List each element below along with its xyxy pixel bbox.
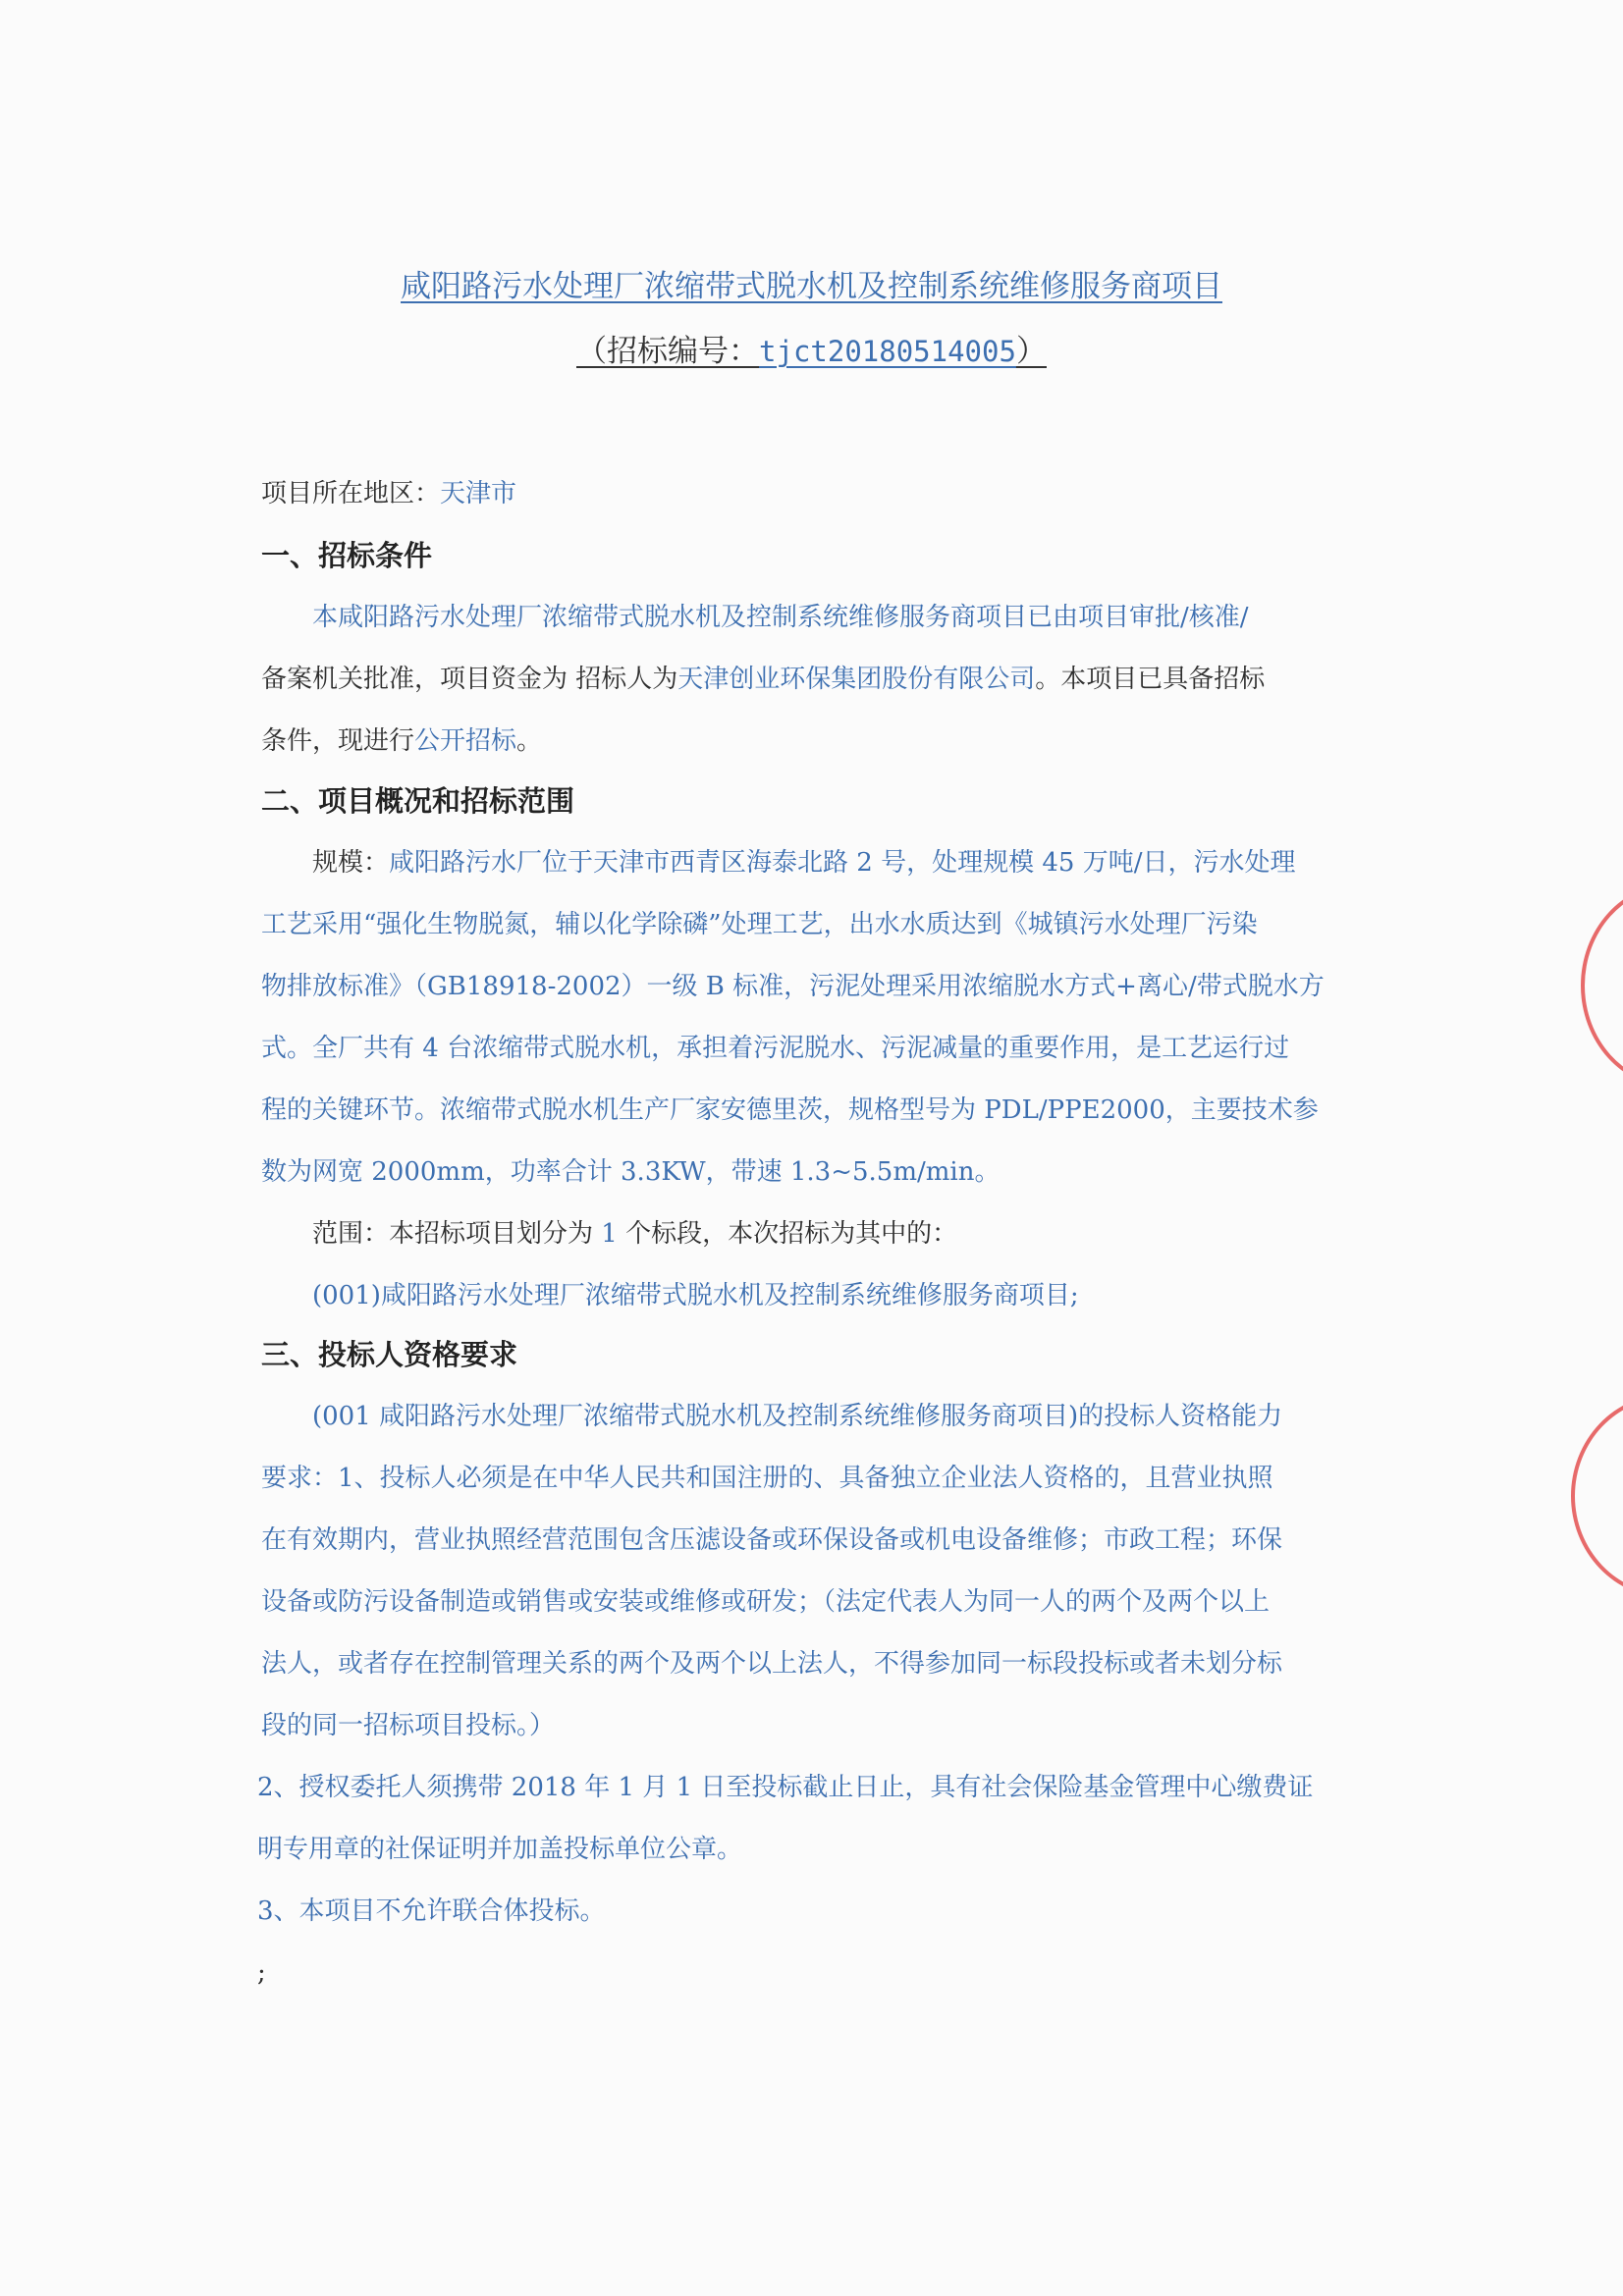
- section1-heading: 一、招标条件: [261, 539, 433, 572]
- bid-number-prefix: （招标编号：: [576, 334, 760, 369]
- bid-number-code: tjct20180514005: [759, 335, 1016, 368]
- section1-line1: 本咸阳路污水处理厂浓缩带式脱水机及控制系统维修服务商项目已由项目审批/核准/: [312, 603, 1249, 632]
- qual-line-3: 设备或防污设备制造或销售或安装或维修或研发；（法定代表人为同一人的两个及两个以上: [261, 1587, 1271, 1617]
- bid-number-suffix: ）: [1015, 334, 1047, 369]
- project-location: [261, 463, 1351, 525]
- location-value: 天津市: [440, 479, 517, 508]
- document-title: 咸阳路污水处理厂浓缩带式脱水机及控制系统维修服务商项目: [401, 269, 1222, 304]
- qual-line-5: 段的同一招标项目投标。）: [261, 1711, 556, 1740]
- range-line: 范围：本招标项目划分为 1 个标段，本次招标为其中的：: [312, 1219, 958, 1249]
- qual-line-1: 要求：1、投标人必须是在中华人民共和国注册的、具备独立企业法人资格的，且营业执照: [261, 1464, 1273, 1493]
- section1-line3: 条件，现进行公开招标。: [261, 726, 543, 756]
- scale-line-5: 数为网宽 2000mm，功率合计 3.3KW，带速 1.3~5.5m/min。: [261, 1157, 1001, 1187]
- qual-line-0: (001 咸阳路污水处理厂浓缩带式脱水机及控制系统维修服务商项目)的投标人资格能力: [312, 1402, 1283, 1431]
- qual-line-6: 2、授权委托人须携带 2018 年 1 月 1 日至投标截止日止，具有社会保险基金管理中心缴费证: [257, 1773, 1314, 1802]
- section-bidding-conditions: [261, 525, 1351, 773]
- scale-line-1: 工艺采用“强化生物脱氮，辅以化学除磷”处理工艺，出水水质达到《城镇污水处理厂污染: [261, 910, 1258, 939]
- scale-line-3: 式。全厂共有 4 台浓缩带式脱水机，承担着污泥脱水、污泥减量的重要作用，是工艺运行过: [261, 1034, 1290, 1063]
- section2-heading: 二、项目概况和招标范围: [261, 784, 575, 818]
- location-label: 项目所在地区：: [261, 479, 441, 508]
- seal-fragment-lower: [1571, 1394, 1623, 1598]
- qual-line-8: 3、本项目不允许联合体投标。: [257, 1896, 606, 1926]
- section-bidder-qualifications: [261, 1324, 1351, 1757]
- qual-line-2: 在有效期内，营业执照经营范围包含压滤设备或环保设备或机电设备维修；市政工程；环保: [261, 1525, 1283, 1555]
- qual-line-7: 明专用章的社保证明并加盖投标单位公章。: [257, 1835, 743, 1864]
- scale-line-0: 规模：咸阳路污水厂位于天津市西青区海泰北路 2 号，处理规模 45 万吨/日，污水处理: [312, 848, 1296, 878]
- lot-line: (001)咸阳路污水处理厂浓缩带式脱水机及控制系统维修服务商项目;: [312, 1281, 1079, 1310]
- seal-fragment-upper: [1581, 883, 1623, 1088]
- scale-line-4: 程的关键环节。浓缩带式脱水机生产厂家安德里茨，规格型号为 PDL/PPE2000，主要技术参: [261, 1095, 1319, 1125]
- qual-line-4: 法人，或者存在控制管理关系的两个及两个以上法人，不得参加同一标段投标或者未划分标: [261, 1649, 1283, 1679]
- section-project-overview: [261, 771, 1351, 1327]
- bid-number: [0, 332, 1623, 371]
- section1-line2: 备案机关批准，项目资金为 招标人为天津创业环保集团股份有限公司。本项目已具备招标: [261, 665, 1266, 694]
- scale-line-2: 物排放标准》（GB18918-2002）一级 B 标准，污泥处理采用浓缩脱水方式+离心/带式脱水方: [261, 972, 1325, 1001]
- qual-line-9: ;: [257, 1958, 266, 1988]
- section3-additional: [257, 1757, 1347, 2004]
- section3-heading: 三、投标人资格要求: [261, 1338, 518, 1371]
